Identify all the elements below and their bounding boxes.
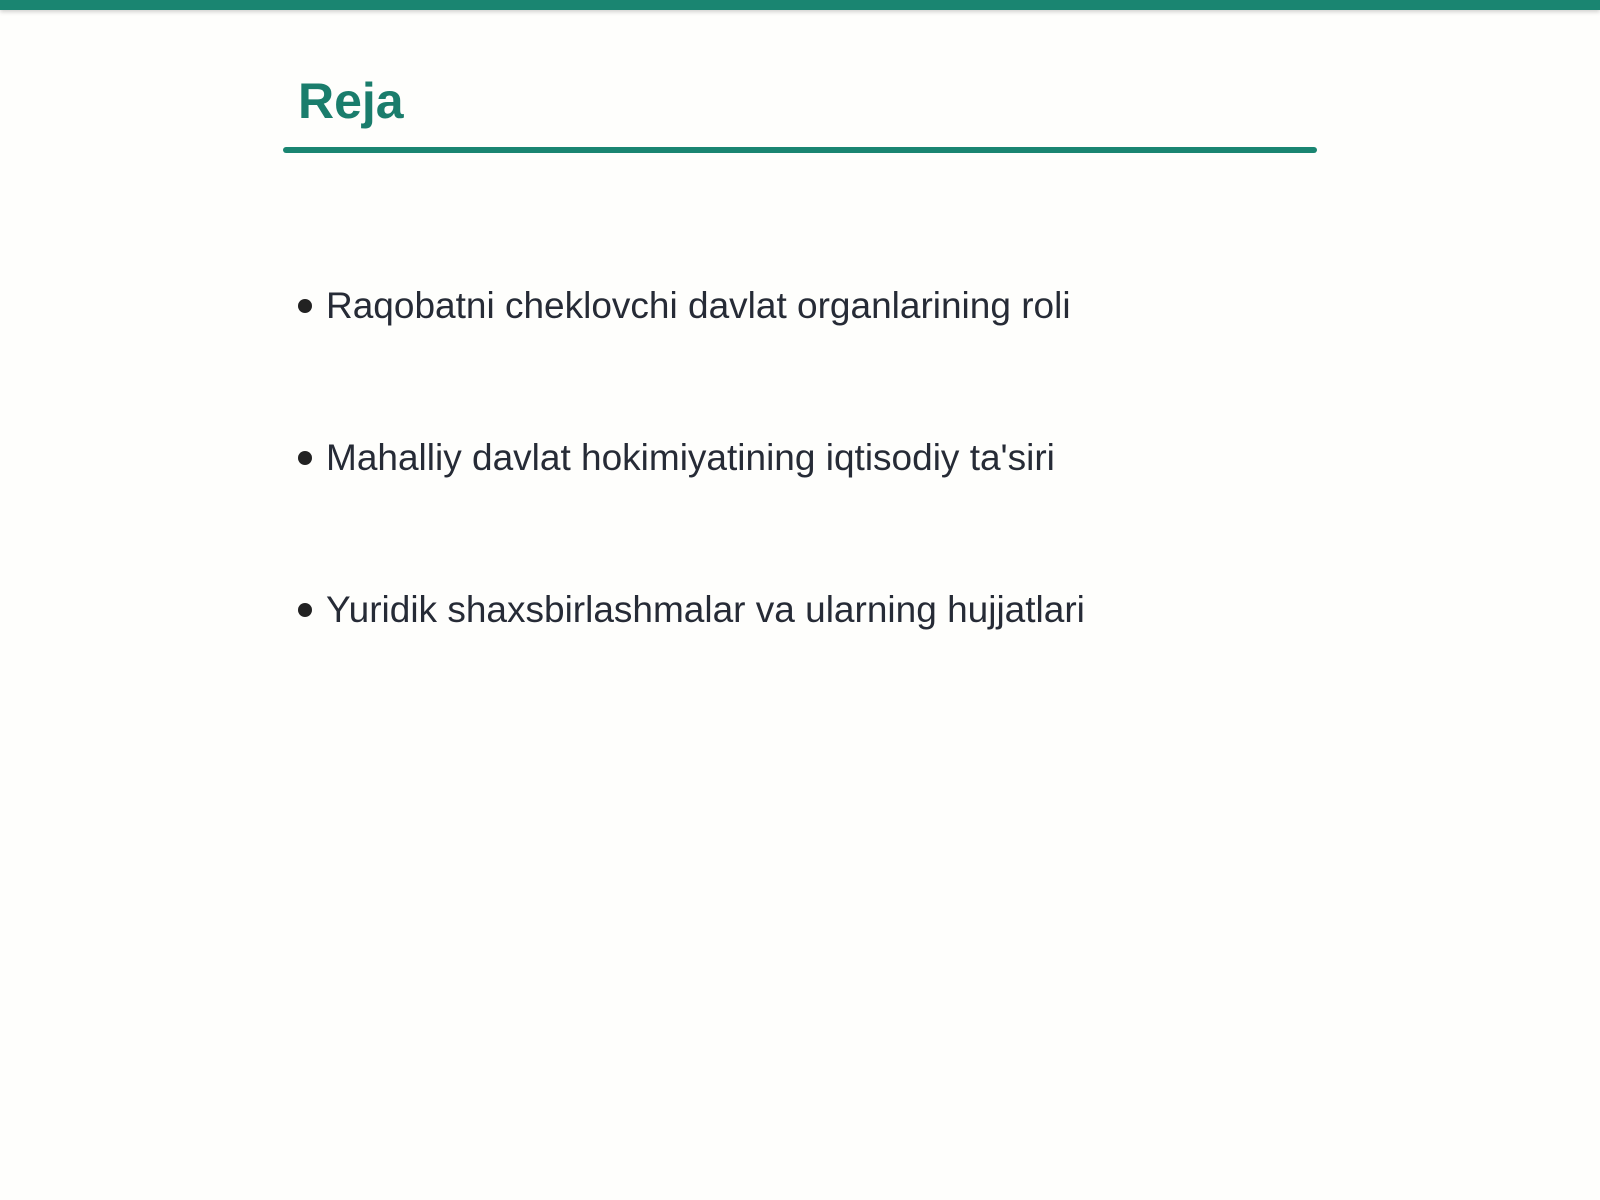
list-item xyxy=(298,584,1085,636)
bullet-icon xyxy=(298,299,312,313)
bullet-text: Yuridik shaxsbirlashmalar va ularning hujjatlari xyxy=(326,589,1085,630)
slide-title: Reja xyxy=(298,73,404,129)
top-accent-bar xyxy=(0,0,1600,10)
list-item xyxy=(298,280,1085,332)
bullet-list xyxy=(298,280,1085,736)
bullet-text: Raqobatni cheklovchi davlat organlarining roli xyxy=(326,285,1071,326)
bullet-icon xyxy=(298,451,312,465)
bullet-text: Mahalliy davlat hokimiyatining iqtisodiy ta'siri xyxy=(326,437,1055,478)
bullet-icon xyxy=(298,603,312,617)
list-item xyxy=(298,432,1085,484)
title-underline xyxy=(283,147,1317,153)
